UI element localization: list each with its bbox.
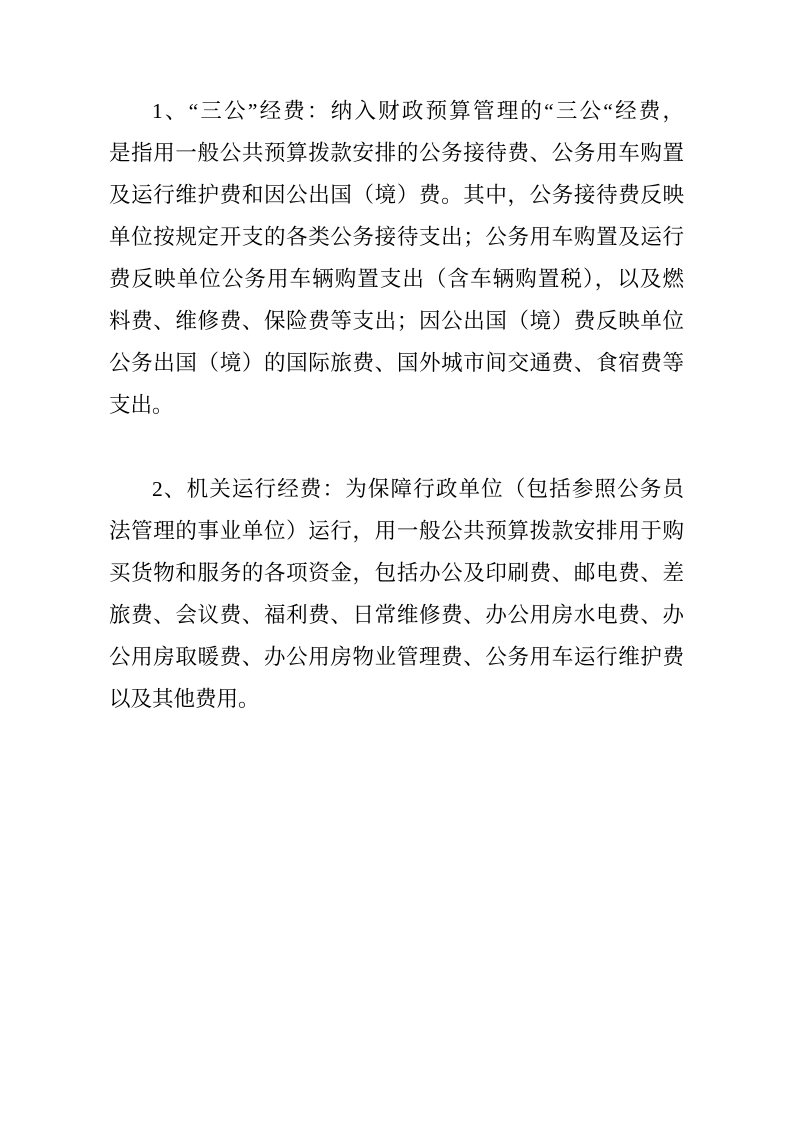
text-line: 1、“三公”经费：纳入财政预算管理的“三公“经费， bbox=[152, 99, 684, 123]
text-line: 及运行维护费和因公出国（境）费。其中，公务接待费反映 bbox=[109, 183, 684, 207]
text-line: 公务出国（境）的国际旅费、国外城市间交通费、食宿费等 bbox=[109, 351, 684, 375]
text-line: 买货物和服务的各项资金，包括办公及印刷费、邮电费、差 bbox=[109, 561, 684, 585]
paragraph-sangong-expenses bbox=[109, 90, 684, 426]
text-line: 法管理的事业单位）运行，用一般公共预算拨款安排用于购 bbox=[109, 519, 684, 543]
text-line: 料费、维修费、保险费等支出；因公出国（境）费反映单位 bbox=[109, 309, 684, 333]
text-line: 以及其他费用。 bbox=[109, 687, 260, 711]
document-body bbox=[109, 90, 684, 762]
text-line: 费反映单位公务用车辆购置支出（含车辆购置税），以及燃 bbox=[109, 267, 684, 291]
text-line: 支出。 bbox=[109, 393, 174, 417]
text-line: 2、机关运行经费：为保障行政单位（包括参照公务员 bbox=[152, 477, 684, 501]
text-line: 旅费、会议费、福利费、日常维修费、办公用房水电费、办 bbox=[109, 603, 684, 627]
text-line: 是指用一般公共预算拨款安排的公务接待费、公务用车购置 bbox=[109, 141, 684, 165]
text-line: 公用房取暖费、办公用房物业管理费、公务用车运行维护费 bbox=[109, 645, 684, 669]
text-line: 单位按规定开支的各类公务接待支出；公务用车购置及运行 bbox=[109, 225, 684, 249]
paragraph-operating-expenses bbox=[109, 468, 684, 720]
